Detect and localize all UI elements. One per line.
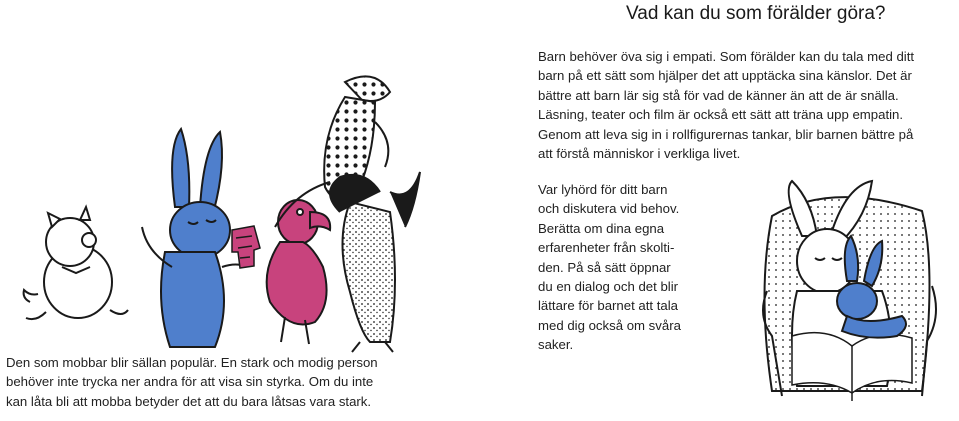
text-line: behöver inte trycka ner andra för att visa sin styrka. Om du inte — [6, 374, 374, 390]
blue-rabbit-figure — [142, 129, 246, 347]
text-line: erfarenheter från skolti- — [538, 240, 675, 256]
text-line: Den som mobbar blir sällan populär. En stark och modig person — [6, 355, 378, 370]
text-line: lättare för barnet att tala — [538, 298, 679, 314]
animal-group-drawing — [0, 62, 430, 347]
text-line: att förstå människor i verkliga livet. — [538, 146, 741, 162]
text-line: saker. — [538, 337, 574, 353]
text-line: Var lyhörd för ditt barn — [538, 182, 668, 197]
spotted-animal-figure — [275, 76, 390, 227]
reading-rabbits-illustration — [752, 176, 952, 416]
text-line: barn på ett sätt som hjälper det att upptäcka sina känslor. Det är — [538, 68, 912, 84]
bullying-paragraph — [6, 353, 438, 411]
text-line: den. På så sätt öppnar — [538, 259, 671, 275]
text-line: bättre att barn lär sig stå för vad de känner än att de är snälla. — [538, 87, 899, 103]
text-line: Barn behöver öva sig i empati. Som förälder kan du tala med ditt — [538, 49, 915, 64]
reading-rabbits-drawing — [752, 176, 952, 416]
text-line: och diskutera vid behov. — [538, 201, 680, 217]
text-line: Berätta om dina egna — [538, 220, 665, 236]
text-line: du en dialog och det blir — [538, 279, 679, 295]
dialogue-paragraph — [538, 180, 706, 355]
text-line: med dig också om svåra — [538, 317, 681, 333]
empathy-paragraph — [538, 47, 956, 163]
text-line: Läsning, teater och film är också ett sätt att träna upp empatin. — [538, 107, 904, 123]
pig-figure — [24, 207, 128, 319]
speckled-animal-figure — [330, 172, 420, 352]
sweater-figure — [232, 226, 260, 268]
text-line: kan låta bli att mobba betyder det att du bara låtsas vara stark. — [6, 393, 372, 409]
page-title: Vad kan du som förälder göra? — [626, 3, 886, 24]
pink-bird-figure — [267, 200, 331, 344]
animal-group-illustration — [0, 62, 430, 347]
text-line: Genom att leva sig in i rollfigurernas tankar, blir barnen bättre på — [538, 126, 914, 142]
